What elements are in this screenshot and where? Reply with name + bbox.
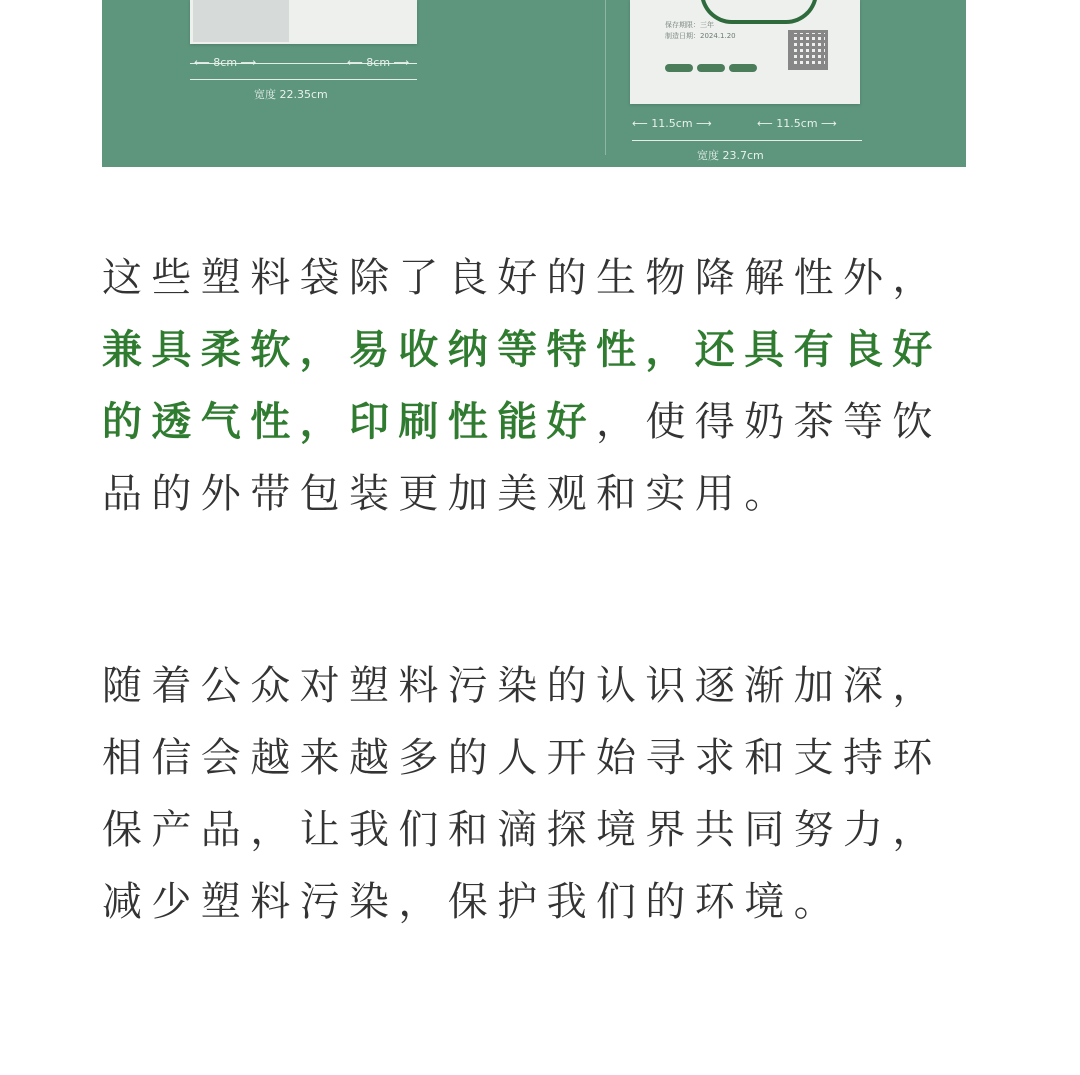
right-bag-image bbox=[630, 0, 860, 104]
paragraph1-line2: 兼具柔软，易收纳等特性，还具有良好 bbox=[102, 327, 942, 373]
paragraph-environment bbox=[102, 650, 982, 938]
paragraph1-line1: 这些塑料袋除了良好的生物降解性外， bbox=[102, 255, 942, 301]
photo-divider bbox=[605, 0, 606, 155]
right-bag-left-dim: ⟵ 11.5cm ⟶ bbox=[632, 117, 712, 130]
left-bag-left-dim: ⟵ 8cm ⟶ bbox=[194, 56, 257, 69]
right-bag-width-label: 宽度 23.7cm bbox=[697, 149, 764, 162]
badge-icon bbox=[729, 64, 757, 72]
paragraph1-line4: 品的外带包装更加美观和实用。 bbox=[102, 471, 794, 517]
left-bag-width-label: 宽度 22.35cm bbox=[254, 88, 328, 101]
paragraph2-line3: 保产品，让我们和滴探境界共同努力， bbox=[102, 807, 942, 853]
paragraph2-line1: 随着公众对塑料污染的认识逐渐加深， bbox=[102, 663, 942, 709]
paragraph-biodegradable bbox=[102, 242, 982, 530]
paragraph1-line3-highlight: 的透气性，印刷性能好 bbox=[102, 399, 596, 445]
paragraph2-line2: 相信会越来越多的人开始寻求和支持环 bbox=[102, 735, 942, 781]
badge-icon bbox=[665, 64, 693, 72]
right-bag-right-dim: ⟵ 11.5cm ⟶ bbox=[757, 117, 837, 130]
left-bag-right-dim: ⟵ 8cm ⟶ bbox=[347, 56, 410, 69]
left-bag-image bbox=[190, 0, 417, 44]
right-bag-width-line bbox=[632, 140, 862, 141]
paragraph1-line3-rest: ，使得奶茶等饮 bbox=[596, 399, 942, 445]
bag-badges bbox=[665, 64, 757, 72]
left-bag-window bbox=[193, 0, 289, 42]
paragraph1-line3 bbox=[102, 386, 982, 458]
qr-code-icon bbox=[788, 30, 828, 70]
product-photo bbox=[102, 0, 966, 167]
paragraph2-line4: 减少塑料污染，保护我们的环境。 bbox=[102, 879, 843, 925]
bag-info-text: 保存期限：三年 制造日期：2024.1.20 bbox=[665, 21, 736, 40]
badge-icon bbox=[697, 64, 725, 72]
left-bag-width-line bbox=[190, 79, 417, 80]
